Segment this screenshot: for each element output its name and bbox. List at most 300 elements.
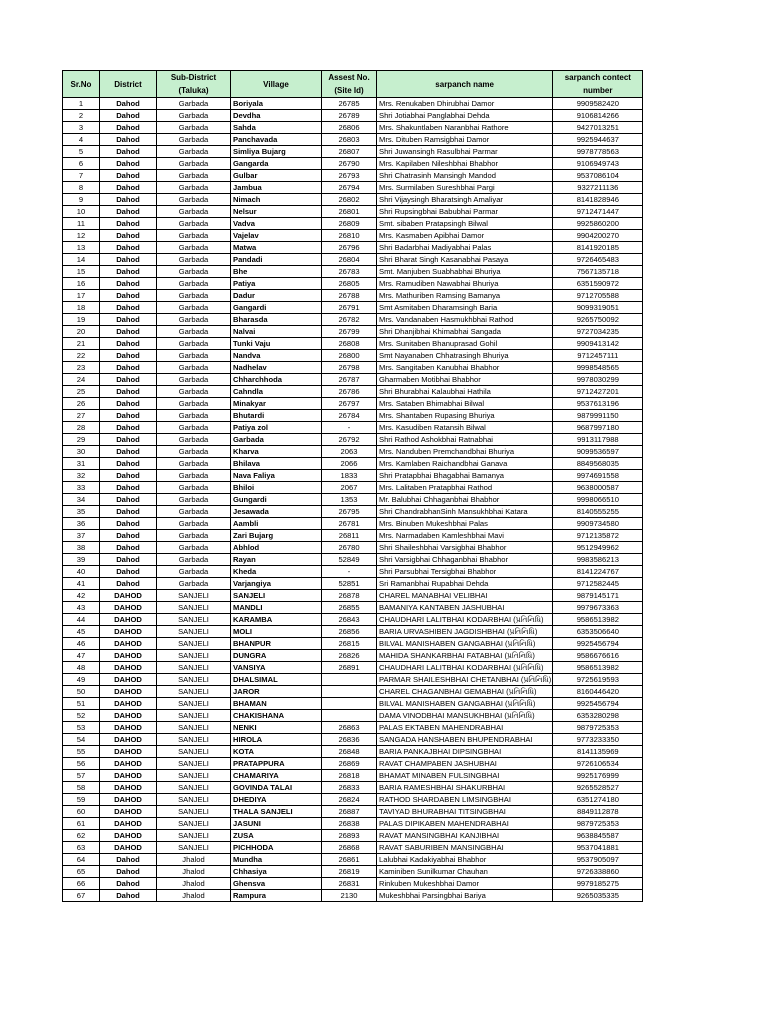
table-row — [63, 434, 643, 446]
district-cell: Dahod — [100, 506, 157, 518]
contact-number-cell: 9979673363 — [553, 602, 643, 614]
sub-district-cell: Garbada — [157, 98, 231, 110]
table-row — [63, 302, 643, 314]
sr-no-cell: 67 — [63, 890, 100, 902]
sr-no-cell: 37 — [63, 530, 100, 542]
contact-number-cell: 8849568035 — [553, 458, 643, 470]
sarpanch-name-cell: Mukeshbhai Parsingbhai Bariya — [377, 890, 553, 902]
district-cell: Dahod — [100, 182, 157, 194]
village-cell: Nimach — [231, 194, 322, 206]
sr-no-cell: 50 — [63, 686, 100, 698]
sr-no-cell: 43 — [63, 602, 100, 614]
contact-number-cell: 9727034235 — [553, 326, 643, 338]
contact-number-cell: 8141920185 — [553, 242, 643, 254]
village-cell: Bhiloi — [231, 482, 322, 494]
sub-district-cell: SANJELI — [157, 830, 231, 842]
contact-number-cell: 9909734580 — [553, 518, 643, 530]
contact-number-cell: 9327211136 — [553, 182, 643, 194]
district-cell: DAHOD — [100, 770, 157, 782]
sarpanch-name-cell: Shri Bhurabhai Kalaubhai Hathila — [377, 386, 553, 398]
village-cell: Chharchhoda — [231, 374, 322, 386]
sub-district-cell: SANJELI — [157, 722, 231, 734]
village-cell: Boriyala — [231, 98, 322, 110]
sr-no-cell: 66 — [63, 878, 100, 890]
district-cell: Dahod — [100, 110, 157, 122]
asset-no-cell: 26810 — [322, 230, 377, 242]
sr-no-cell: 17 — [63, 290, 100, 302]
district-cell: Dahod — [100, 410, 157, 422]
sr-no-cell: 34 — [63, 494, 100, 506]
sarpanch-name-cell: Mrs. Dituben Ramsigbhai Damor — [377, 134, 553, 146]
sarpanch-name-cell: Mrs. Kapilaben Nileshbhai Bhabhor — [377, 158, 553, 170]
sr-no-cell: 46 — [63, 638, 100, 650]
district-cell: Dahod — [100, 134, 157, 146]
contact-number-cell: 9925860200 — [553, 218, 643, 230]
table-row — [63, 194, 643, 206]
header-row — [63, 71, 643, 98]
contact-number-cell: 9427013251 — [553, 122, 643, 134]
village-cell: HIROLA — [231, 734, 322, 746]
table-row — [63, 566, 643, 578]
asset-no-cell: 26855 — [322, 602, 377, 614]
sub-district-cell: Garbada — [157, 290, 231, 302]
sub-district-cell: SANJELI — [157, 590, 231, 602]
sr-no-cell: 49 — [63, 674, 100, 686]
sr-no-cell: 10 — [63, 206, 100, 218]
table-row — [63, 422, 643, 434]
contact-number-cell: 9106814266 — [553, 110, 643, 122]
village-cell: Kheda — [231, 566, 322, 578]
sarpanch-name-cell: Mrs. Narmadaben Kamleshbhai Mavi — [377, 530, 553, 542]
asset-no-cell: 2063 — [322, 446, 377, 458]
asset-no-cell: 1353 — [322, 494, 377, 506]
sarpanch-name-cell: Mrs. Sangitaben Kanubhai Bhabhor — [377, 362, 553, 374]
district-cell: Dahod — [100, 338, 157, 350]
district-cell: Dahod — [100, 518, 157, 530]
district-cell: Dahod — [100, 230, 157, 242]
district-cell: Dahod — [100, 206, 157, 218]
contact-number-cell: 6351590972 — [553, 278, 643, 290]
district-cell: Dahod — [100, 194, 157, 206]
sr-no-cell: 60 — [63, 806, 100, 818]
district-cell: Dahod — [100, 290, 157, 302]
sub-district-cell: Garbada — [157, 362, 231, 374]
asset-no-cell: 26836 — [322, 734, 377, 746]
sr-no-cell: 13 — [63, 242, 100, 254]
sub-district-cell: Jhalod — [157, 854, 231, 866]
sr-no-cell: 3 — [63, 122, 100, 134]
contact-number-cell: 9909582420 — [553, 98, 643, 110]
asset-no-cell: 26861 — [322, 854, 377, 866]
sr-no-cell: 26 — [63, 398, 100, 410]
sarpanch-name-cell: Shri Juwansingh Rasulbhai Parmar — [377, 146, 553, 158]
village-cell: Bhilava — [231, 458, 322, 470]
district-cell: Dahod — [100, 242, 157, 254]
sr-no-cell: 35 — [63, 506, 100, 518]
table-row — [63, 122, 643, 134]
district-cell: DAHOD — [100, 662, 157, 674]
sub-district-cell: Garbada — [157, 122, 231, 134]
sarpanch-name-cell: BARIA PANKAJBHAI DIPSINGBHAI — [377, 746, 553, 758]
village-cell: Aambli — [231, 518, 322, 530]
sarpanch-name-cell: DAMA VINODBHAI MANSUKHBHAI (પ્રતિનિધિ) — [377, 710, 553, 722]
sr-no-cell: 5 — [63, 146, 100, 158]
sub-district-cell: Garbada — [157, 542, 231, 554]
table-row — [63, 410, 643, 422]
sub-district-cell: SANJELI — [157, 602, 231, 614]
table-row — [63, 734, 643, 746]
asset-no-cell: 26796 — [322, 242, 377, 254]
sarpanch-name-cell: Mrs. Nanduben Premchandbhai Bhuriya — [377, 446, 553, 458]
sarpanch-name-cell: Shri Varsigbhai Chhaganbhai Bhabhor — [377, 554, 553, 566]
sarpanch-name-cell: Mrs. Kamlaben Raichandbhai Ganava — [377, 458, 553, 470]
table-row — [63, 482, 643, 494]
sarpanch-name-cell: CHAREL MANABHAI VELIBHAI — [377, 590, 553, 602]
asset-no-cell: 26848 — [322, 746, 377, 758]
table-row — [63, 662, 643, 674]
asset-no-cell: 26809 — [322, 218, 377, 230]
sarpanch-name-cell: Mrs. Kasmaben Apibhai Damor — [377, 230, 553, 242]
sub-district-cell: Garbada — [157, 338, 231, 350]
village-cell: ZUSA — [231, 830, 322, 842]
sr-no-cell: 27 — [63, 410, 100, 422]
sr-no-cell: 1 — [63, 98, 100, 110]
sarpanch-name-cell: Shri Shaileshbhai Varsigbhai Bhabhor — [377, 542, 553, 554]
asset-no-cell: 26785 — [322, 98, 377, 110]
contact-number-cell: 9512949962 — [553, 542, 643, 554]
sarpanch-name-cell: RAVAT SABURIBEN MANSINGBHAI — [377, 842, 553, 854]
table-row — [63, 782, 643, 794]
sr-no-cell: 23 — [63, 362, 100, 374]
contact-number-cell: 9586513982 — [553, 614, 643, 626]
asset-no-cell: 26801 — [322, 206, 377, 218]
district-cell: Dahod — [100, 470, 157, 482]
contact-number-cell: 9712582445 — [553, 578, 643, 590]
sub-district-cell: Garbada — [157, 182, 231, 194]
village-cell: Panchavada — [231, 134, 322, 146]
sr-no-cell: 30 — [63, 446, 100, 458]
asset-no-cell: 2130 — [322, 890, 377, 902]
district-cell: DAHOD — [100, 782, 157, 794]
contact-number-cell: 9712457111 — [553, 350, 643, 362]
sub-district-cell: Garbada — [157, 458, 231, 470]
village-cell: Vajelav — [231, 230, 322, 242]
sarpanch-name-cell: Mrs. Lalitaben Pratapbhai Rathod — [377, 482, 553, 494]
sub-district-cell: Garbada — [157, 206, 231, 218]
asset-no-cell: 26784 — [322, 410, 377, 422]
sub-district-cell: Garbada — [157, 254, 231, 266]
village-cell: PRATAPPURA — [231, 758, 322, 770]
contact-number-cell: 9974691558 — [553, 470, 643, 482]
sarpanch-name-cell: Smt. sibaben Pratapsingh Bilwal — [377, 218, 553, 230]
district-cell: Dahod — [100, 542, 157, 554]
contact-number-cell: 9879991150 — [553, 410, 643, 422]
sr-no-cell: 6 — [63, 158, 100, 170]
sr-no-cell: 59 — [63, 794, 100, 806]
village-cell: Patiya — [231, 278, 322, 290]
asset-no-cell: 26793 — [322, 170, 377, 182]
contact-number-cell: 9979185275 — [553, 878, 643, 890]
sub-district-cell: Garbada — [157, 302, 231, 314]
sarpanch-name-cell: Mrs. Binuben Mukeshbhai Palas — [377, 518, 553, 530]
table-row — [63, 290, 643, 302]
sub-district-cell: Garbada — [157, 506, 231, 518]
asset-no-cell: 26789 — [322, 110, 377, 122]
sub-district-cell: Garbada — [157, 422, 231, 434]
sub-district-cell: Garbada — [157, 434, 231, 446]
contact-number-cell: 9998548565 — [553, 362, 643, 374]
sub-district-cell: SANJELI — [157, 794, 231, 806]
sr-no-cell: 4 — [63, 134, 100, 146]
district-cell: Dahod — [100, 122, 157, 134]
asset-no-cell: - — [322, 566, 377, 578]
sub-district-cell: SANJELI — [157, 650, 231, 662]
sarpanch-name-cell: CHAUDHARI LALITBHAI KODARBHAI (પ્રતિનિધિ) — [377, 662, 553, 674]
sarpanch-name-cell: Mrs. Sataben Bhimabhai Bilwal — [377, 398, 553, 410]
district-cell: DAHOD — [100, 746, 157, 758]
sarpanch-name-cell: Shri Parsubhai Tersigbhai Bhabhor — [377, 566, 553, 578]
village-cell: MANDLI — [231, 602, 322, 614]
sarpanch-name-cell: Mrs. Kasudiben Ratansih Bilwal — [377, 422, 553, 434]
contact-number-cell: 9879145171 — [553, 590, 643, 602]
sr-no-cell: 39 — [63, 554, 100, 566]
asset-no-cell: 26868 — [322, 842, 377, 854]
sr-no-cell: 48 — [63, 662, 100, 674]
contact-number-cell: 9586513982 — [553, 662, 643, 674]
contact-number-cell: 8849112878 — [553, 806, 643, 818]
contact-number-cell: 9712471447 — [553, 206, 643, 218]
village-cell: PICHHODA — [231, 842, 322, 854]
header-district: District — [100, 71, 157, 98]
district-cell: DAHOD — [100, 614, 157, 626]
table-row — [63, 254, 643, 266]
district-cell: Dahod — [100, 578, 157, 590]
header-asset-no: Assest No. (Site Id) — [322, 71, 377, 98]
asset-no-cell: 26808 — [322, 338, 377, 350]
asset-no-cell: 26794 — [322, 182, 377, 194]
district-cell: Dahod — [100, 254, 157, 266]
sr-no-cell: 25 — [63, 386, 100, 398]
sub-district-cell: Garbada — [157, 230, 231, 242]
village-cell: Patiya zol — [231, 422, 322, 434]
sarpanch-name-cell: SANGADA HANSHABEN BHUPENDRABHAI — [377, 734, 553, 746]
table-row — [63, 134, 643, 146]
table-row — [63, 722, 643, 734]
sarpanch-name-cell: RATHOD SHARDABEN LIMSINGBHAI — [377, 794, 553, 806]
district-cell: Dahod — [100, 278, 157, 290]
contact-number-cell: 9099319051 — [553, 302, 643, 314]
village-cell: DUNGRA — [231, 650, 322, 662]
asset-no-cell: 26838 — [322, 818, 377, 830]
district-cell: Dahod — [100, 434, 157, 446]
table-row — [63, 590, 643, 602]
district-cell: DAHOD — [100, 710, 157, 722]
sub-district-cell: Garbada — [157, 530, 231, 542]
sub-district-cell: Garbada — [157, 578, 231, 590]
village-cell: Minakyar — [231, 398, 322, 410]
sub-district-cell: SANJELI — [157, 662, 231, 674]
contact-number-cell: 9265750092 — [553, 314, 643, 326]
district-cell: Dahod — [100, 890, 157, 902]
district-cell: Dahod — [100, 566, 157, 578]
sarpanch-name-cell: Mrs. Surmilaben Sureshbhai Pargi — [377, 182, 553, 194]
table-row — [63, 446, 643, 458]
asset-no-cell: 26780 — [322, 542, 377, 554]
sarpanch-name-cell: Shri Pratapbhai Bhagabhai Bamanya — [377, 470, 553, 482]
table-row — [63, 362, 643, 374]
table-row — [63, 830, 643, 842]
table-row — [63, 110, 643, 122]
district-cell: DAHOD — [100, 806, 157, 818]
sr-no-cell: 58 — [63, 782, 100, 794]
asset-no-cell: 26806 — [322, 122, 377, 134]
village-cell: DHALSIMAL — [231, 674, 322, 686]
sub-district-cell: Garbada — [157, 410, 231, 422]
district-cell: DAHOD — [100, 794, 157, 806]
sub-district-cell: Jhalod — [157, 878, 231, 890]
sr-no-cell: 20 — [63, 326, 100, 338]
sub-district-cell: Garbada — [157, 518, 231, 530]
district-cell: DAHOD — [100, 686, 157, 698]
table-row — [63, 890, 643, 902]
asset-no-cell: 26790 — [322, 158, 377, 170]
sr-no-cell: 53 — [63, 722, 100, 734]
sr-no-cell: 8 — [63, 182, 100, 194]
village-cell: Jambua — [231, 182, 322, 194]
sr-no-cell: 28 — [63, 422, 100, 434]
asset-no-cell: 26799 — [322, 326, 377, 338]
sub-district-cell: SANJELI — [157, 674, 231, 686]
district-cell: DAHOD — [100, 638, 157, 650]
sarpanch-name-cell: Shri Rupsingbhai Babubhai Parmar — [377, 206, 553, 218]
village-cell: Bhe — [231, 266, 322, 278]
sarpanch-name-cell: PARMAR SHAILESHBHAI CHETANBHAI (પ્રતિનિધિ) — [377, 674, 553, 686]
contact-number-cell: 9773233350 — [553, 734, 643, 746]
village-cell: Jesawada — [231, 506, 322, 518]
asset-no-cell — [322, 674, 377, 686]
sarpanch-name-cell: Shri ChandrabhanSinh Mansukhbhai Katara — [377, 506, 553, 518]
table-row — [63, 698, 643, 710]
village-cell: Gangarda — [231, 158, 322, 170]
contact-number-cell: 6353280298 — [553, 710, 643, 722]
district-cell: Dahod — [100, 158, 157, 170]
village-cell: Rampura — [231, 890, 322, 902]
asset-no-cell: 26811 — [322, 530, 377, 542]
sarpanch-name-cell: Shri Dhanjibhai Khimabhai Sangada — [377, 326, 553, 338]
table-row — [63, 770, 643, 782]
table-row — [63, 242, 643, 254]
sub-district-cell: SANJELI — [157, 686, 231, 698]
sarpanch-name-cell: BARIA RAMESHBHAI SHAKURBHAI — [377, 782, 553, 794]
sub-district-cell: Garbada — [157, 218, 231, 230]
sub-district-cell: Jhalod — [157, 866, 231, 878]
table-row — [63, 614, 643, 626]
asset-no-cell — [322, 710, 377, 722]
contact-number-cell: 6351274180 — [553, 794, 643, 806]
village-cell: Nadhelav — [231, 362, 322, 374]
asset-no-cell: 26791 — [322, 302, 377, 314]
contact-number-cell: 8141135969 — [553, 746, 643, 758]
asset-no-cell: 52851 — [322, 578, 377, 590]
asset-no-cell: 26782 — [322, 314, 377, 326]
village-cell: Bhutardi — [231, 410, 322, 422]
table-row — [63, 470, 643, 482]
header-village: Village — [231, 71, 322, 98]
sub-district-cell: Garbada — [157, 194, 231, 206]
contact-number-cell: 9687997180 — [553, 422, 643, 434]
contact-number-cell: 9106949743 — [553, 158, 643, 170]
village-cell: Kharva — [231, 446, 322, 458]
sub-district-cell: Garbada — [157, 374, 231, 386]
contact-number-cell: 9265528527 — [553, 782, 643, 794]
district-cell: DAHOD — [100, 590, 157, 602]
contact-number-cell: 9712135872 — [553, 530, 643, 542]
village-cell: SANJELI — [231, 590, 322, 602]
table-row — [63, 866, 643, 878]
district-cell: Dahod — [100, 146, 157, 158]
sr-no-cell: 19 — [63, 314, 100, 326]
sr-no-cell: 31 — [63, 458, 100, 470]
sarpanch-name-cell: Shri Bharat Singh Kasanabhai Pasaya — [377, 254, 553, 266]
asset-no-cell: 26878 — [322, 590, 377, 602]
district-cell: Dahod — [100, 362, 157, 374]
sr-no-cell: 36 — [63, 518, 100, 530]
asset-no-cell — [322, 686, 377, 698]
header-sub-district: Sub-District (Taluka) — [157, 71, 231, 98]
sub-district-cell: SANJELI — [157, 638, 231, 650]
sr-no-cell: 40 — [63, 566, 100, 578]
contact-number-cell: 9537905097 — [553, 854, 643, 866]
table-row — [63, 878, 643, 890]
village-cell: DHEDIYA — [231, 794, 322, 806]
district-cell: Dahod — [100, 386, 157, 398]
table-row — [63, 854, 643, 866]
sub-district-cell: Garbada — [157, 350, 231, 362]
sarpanch-name-cell: Shri Chatrasinh Mansingh Mandod — [377, 170, 553, 182]
asset-no-cell: 26833 — [322, 782, 377, 794]
district-cell: Dahod — [100, 494, 157, 506]
district-cell: DAHOD — [100, 830, 157, 842]
asset-no-cell: 26798 — [322, 362, 377, 374]
table-row — [63, 710, 643, 722]
sarpanch-name-cell: BARIA URVASHIBEN JAGDISHBHAI (પ્રતિનિધિ) — [377, 626, 553, 638]
district-cell: Dahod — [100, 458, 157, 470]
village-cell: Varjangiya — [231, 578, 322, 590]
sarpanch-name-cell: CHAREL CHAGANBHAI GEMABHAI (પ્રતિનિધિ) — [377, 686, 553, 698]
contact-number-cell: 9537613196 — [553, 398, 643, 410]
village-cell: Nalvai — [231, 326, 322, 338]
sarpanch-name-cell: Lalubhai Kadakiyabhai Bhabhor — [377, 854, 553, 866]
contact-number-cell: 9537041881 — [553, 842, 643, 854]
village-cell: Nava Faliya — [231, 470, 322, 482]
table-row — [63, 842, 643, 854]
table-row — [63, 158, 643, 170]
district-cell: Dahod — [100, 866, 157, 878]
village-cell: JAROR — [231, 686, 322, 698]
table-row — [63, 230, 643, 242]
table-row — [63, 458, 643, 470]
district-cell: DAHOD — [100, 626, 157, 638]
sub-district-cell: Garbada — [157, 242, 231, 254]
district-cell: Dahod — [100, 482, 157, 494]
sub-district-cell: Garbada — [157, 566, 231, 578]
village-cell: Gulbar — [231, 170, 322, 182]
sarpanch-name-cell: CHAUDHARI LALITBHAI KODARBHAI (પ્રતિનિધિ) — [377, 614, 553, 626]
sr-no-cell: 11 — [63, 218, 100, 230]
sarpanch-name-cell: PALAS DIPIKABEN MAHENDRABHAI — [377, 818, 553, 830]
table-row — [63, 518, 643, 530]
sarpanch-name-cell: Mrs. Mathuriben Ramsing Bamanya — [377, 290, 553, 302]
